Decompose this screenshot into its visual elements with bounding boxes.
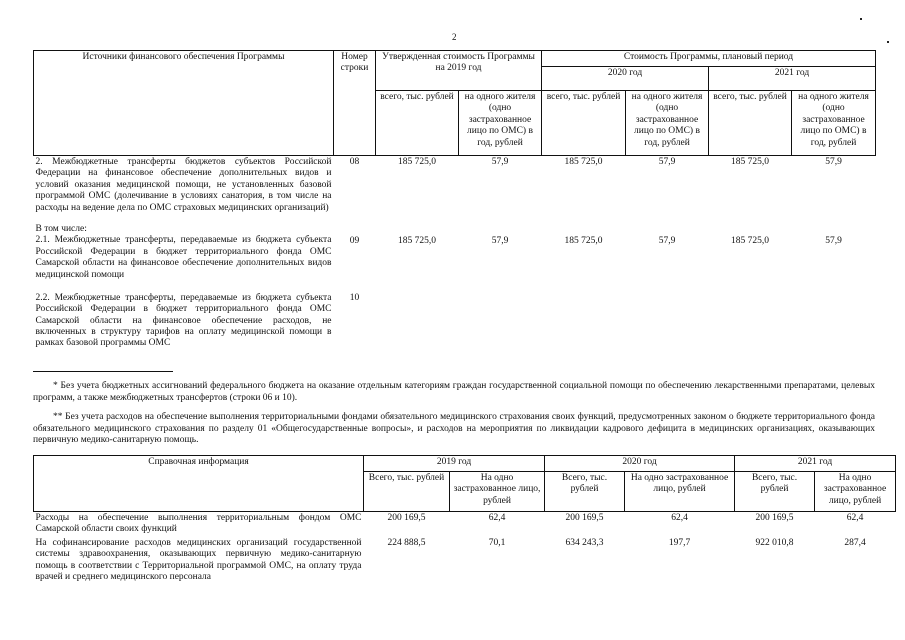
header-per-person: На одно застрахованное лицо, рублей <box>815 472 896 512</box>
cell-value: 287,4 <box>844 537 866 548</box>
cell-value: 185 725,0 <box>731 157 770 167</box>
header-row-number: Номер строки <box>334 51 376 156</box>
header-year-2021: 2021 год <box>709 67 876 91</box>
row-name: 2.2. Межбюджетные трансферты, передаваемые из бюджета субъекта Российской Федерации в бюджет территориального фонда ОМС Самарской области на финансовое обеспечение расходов, не включенных в структуру тарифов на оплату медицинской помощи в рамках базовой программы ОМС <box>35 292 332 349</box>
header-approved-2019: Утвержденная стоимость Программы на 2019 год <box>376 51 542 91</box>
cell-value: 197,7 <box>668 537 691 548</box>
footnote-2: ** Без учета расходов на обеспечение выполнения территориальными фондами обязательного медицинского страхования своих функций, предусмотренных законом о бюджете территориального фонда обязательного медицинского страхования по разделу 01 «Общегосударственные вопросы», и расходов на мероприятия по ликвидации кадрового дефицита в медицинских организациях, оказывающих первичную медико-санитарную помощь. <box>33 412 875 446</box>
cell-value: 57,9 <box>491 235 509 246</box>
header-year-2020: 2020 год <box>545 456 735 472</box>
header-year-2019: 2019 год <box>364 456 545 472</box>
cell-value: 57,9 <box>825 235 842 246</box>
header-year-2020: 2020 год <box>542 67 709 91</box>
footnote-1: * Без учета бюджетных ассигнований федерального бюджета на оказание отдельным категориям граждан государственной социальной помощи по обеспечению лекарственными препаратами, целевых программ, а также межбюджетных трансфертов (строки 06 и 10). <box>33 381 875 403</box>
cell-value: 57,9 <box>491 157 509 167</box>
cell-value: 70,1 <box>488 537 506 548</box>
header-planned-period: Стоимость Программы, плановый период <box>542 51 876 67</box>
cell-value: 224 888,5 <box>387 537 426 548</box>
header-per-capita: на одного жителя (одно застрахованное лицо по ОМС) в год, рублей <box>792 91 876 156</box>
cell-value: 185 725,0 <box>564 235 603 246</box>
footnote-divider <box>33 371 173 372</box>
row-number: 10 <box>349 292 360 303</box>
table-row <box>34 292 876 351</box>
header-per-capita: на одного жителя (одно застрахованное лицо по ОМС) в год, рублей <box>626 91 709 156</box>
header-total: всего, тыс. рублей <box>542 91 626 156</box>
table-row <box>34 223 876 282</box>
cell-value: 922 010,8 <box>755 537 794 548</box>
cell-value: 57,9 <box>658 157 676 167</box>
cell-value: 185 725,0 <box>564 157 603 167</box>
row-name: 2. Межбюджетные трансферты бюджетов субъектов Российской Федерации на финансовое обеспечение дополнительных видов и условий оказания медицинской помощи, не установленных базовой программой ОМС (долечивание в условиях санатория, в том числе на расходы на ведение дела по ОМС страховых медицинских организаций) <box>35 157 332 213</box>
cell-value: 634 243,3 <box>565 537 604 548</box>
row-name: На софинансирование расходов медицинских организаций государственной системы здравоохранения, оказывающих первичную медико-санитарную помощь в соответствии с Территориальной программой ОМС, на оплату труда врачей и среднего медицинского персонала <box>35 537 362 582</box>
cell-value <box>792 292 876 351</box>
cell-value: 62,4 <box>846 513 864 523</box>
row-name: В том числе: 2.1. Межбюджетные трансферты, передаваемые из бюджета субъекта Российской Федерации в бюджет территориального фонда ОМС Самарской области на финансовое обеспечение дополнительных видов медицинской помощи <box>35 223 332 280</box>
cell-value: 200 169,5 <box>387 513 426 523</box>
cell-value: 200 169,5 <box>565 513 604 523</box>
header-per-person: На одно застрахованное лицо, рублей <box>625 472 735 512</box>
cell-value <box>459 292 542 351</box>
cell-value: 185 725,0 <box>731 235 770 246</box>
header-total: всего, тыс. рублей <box>376 91 459 156</box>
cell-value: 62,4 <box>488 513 506 523</box>
scan-speck <box>887 41 889 43</box>
header-sources: Источники финансового обеспечения Программы <box>34 51 334 156</box>
scan-speck <box>860 18 862 20</box>
header-per-capita: на одного жителя (одно застрахованное лицо по ОМС) в год, рублей <box>459 91 542 156</box>
cell-value: 57,9 <box>658 235 676 246</box>
row-number: 08 <box>349 157 360 167</box>
table-row <box>34 537 896 585</box>
table-row <box>34 156 876 215</box>
cell-value <box>376 292 459 351</box>
cell-value: 185 725,0 <box>398 235 436 246</box>
reference-info-table <box>33 455 896 584</box>
header-year-2021: 2021 год <box>735 456 896 472</box>
cell-value: 185 725,0 <box>398 157 436 167</box>
cell-value <box>542 292 626 351</box>
cell-value <box>626 292 709 351</box>
table-row <box>34 512 896 537</box>
cell-value <box>709 292 792 351</box>
cell-value: 62,4 <box>671 513 688 523</box>
header-total: Всего, тыс. рублей <box>364 472 450 512</box>
header-total: всего, тыс. рублей <box>709 91 792 156</box>
cell-value: 57,9 <box>825 157 842 167</box>
header-reference-info: Справочная информация <box>34 456 364 512</box>
row-name: Расходы на обеспечение выполнения территориальным фондом ОМС Самарской области своих функций <box>35 513 362 535</box>
header-total: Всего, тыс. рублей <box>545 472 625 512</box>
header-per-person: На одно застрахованное лицо, рублей <box>450 472 545 512</box>
row-number: 09 <box>349 235 360 246</box>
page-number: 2 <box>452 32 457 42</box>
row-pre-label: В том числе: <box>35 223 87 234</box>
cell-value: 200 169,5 <box>755 513 794 523</box>
program-cost-table <box>33 50 876 351</box>
header-total: Всего, тыс. рублей <box>735 472 815 512</box>
